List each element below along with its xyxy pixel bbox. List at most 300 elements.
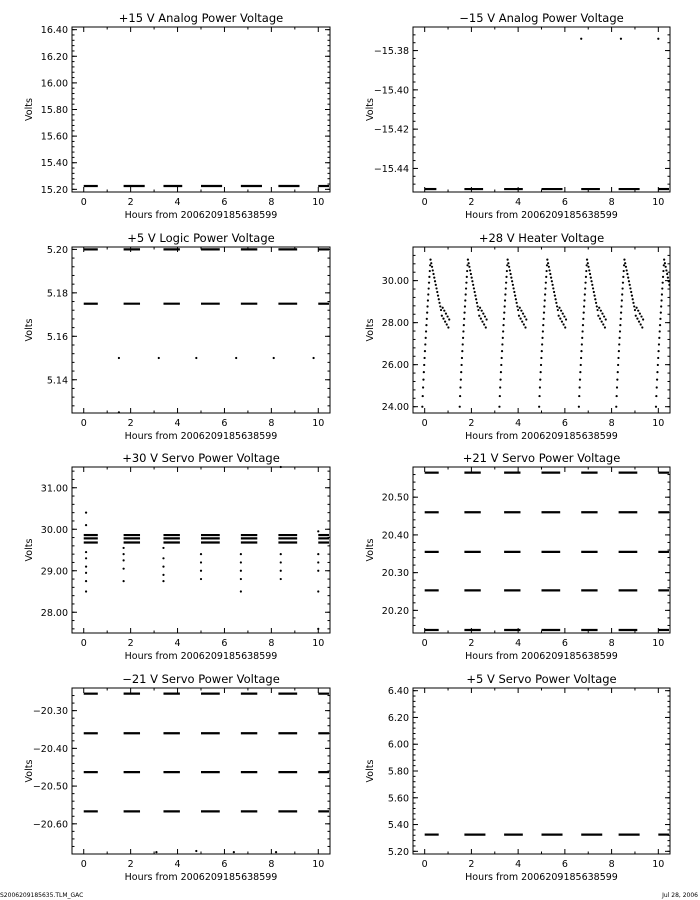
chart-4-data-point — [519, 307, 521, 309]
chart-2-series — [425, 38, 669, 189]
chart-4-data-point — [579, 379, 581, 381]
chart-4-data-point — [583, 299, 585, 301]
chart-8-xtick-label: 8 — [608, 859, 615, 870]
chart-7-title: −21 V Servo Power Voltage — [122, 672, 280, 686]
chart-4-xtick-label: 10 — [652, 418, 665, 429]
chart-4-data-point — [656, 379, 658, 381]
chart-7-data-point — [233, 851, 235, 853]
chart-5-xlabel: Hours from 2006209185638599 — [124, 651, 278, 662]
chart-4-data-point — [485, 326, 487, 328]
chart-4-data-point — [426, 312, 428, 314]
chart-4-data-point — [551, 284, 553, 286]
chart-4-data-point — [432, 269, 434, 271]
chart-4-data-point — [506, 270, 508, 272]
chart-5-data-point — [85, 566, 87, 568]
chart-4-data-point — [623, 270, 625, 272]
chart-4-data-point — [617, 364, 619, 366]
chart-5-data-point — [240, 570, 242, 572]
chart-4-data-point — [626, 273, 628, 275]
chart-3-data-point — [158, 357, 160, 359]
chart-4-ytick-label: 26.00 — [381, 360, 409, 372]
chart-4-data-point — [428, 276, 430, 278]
chart-6-xtick-label: 8 — [608, 638, 615, 649]
chart-4-data-point — [423, 357, 425, 359]
chart-2-data-point — [580, 38, 582, 40]
chart-4-data-point — [473, 287, 475, 289]
chart-4-data-point — [435, 287, 437, 289]
chart-4-data-point — [586, 264, 588, 266]
chart-8-ytick-label: 5.80 — [387, 766, 409, 778]
chart-6-ylabel: Volts — [365, 538, 376, 562]
chart-4-data-point — [601, 313, 603, 315]
chart-6-xtick-label: 6 — [561, 638, 568, 649]
chart-5-xtick-label: 10 — [312, 638, 325, 649]
chart-4-data-point — [582, 318, 584, 320]
chart-8-ytick-label: 5.20 — [387, 846, 409, 858]
chart-4-frame — [413, 247, 670, 413]
chart-4-data-point — [425, 337, 427, 339]
chart-4-data-point — [592, 287, 594, 289]
chart-4-data-point — [545, 270, 547, 272]
chart-8-xtick-label: 6 — [561, 859, 568, 870]
chart-4-data-point — [632, 302, 634, 304]
chart-4-data-point — [440, 309, 442, 311]
chart-4-data-point — [618, 350, 620, 352]
chart-4-data-point — [464, 299, 466, 301]
chart-4-data-point — [541, 343, 543, 345]
chart-4-data-point — [517, 309, 519, 311]
chart-5-data-point — [317, 590, 319, 592]
chart-4-data-point — [558, 307, 560, 309]
chart-4-ylabel: Volts — [365, 318, 376, 342]
chart-4-data-point — [524, 326, 526, 328]
chart-4-data-point — [578, 406, 580, 408]
chart-8-ylabel: Volts — [365, 759, 376, 783]
chart-1-ytick-label: 16.20 — [40, 51, 68, 63]
chart-4-data-point — [588, 269, 590, 271]
chart-5-data-point — [317, 553, 319, 555]
chart-2-xtick-label: 2 — [468, 197, 475, 208]
chart-4-data-point — [594, 298, 596, 300]
chart-4-data-point — [661, 293, 663, 295]
chart-4-data-point — [623, 264, 625, 266]
chart-4-data-point — [603, 315, 605, 317]
chart-4-data-point — [629, 284, 631, 286]
chart-4-data-point — [430, 262, 432, 264]
chart-5-data-point — [85, 590, 87, 592]
chart-4-data-point — [600, 310, 602, 312]
chart-4-data-point — [481, 310, 483, 312]
chart-2-ytick-label: −15.38 — [373, 46, 409, 58]
chart-2-ytick-label: −15.44 — [373, 163, 409, 175]
chart-4-data-point — [583, 305, 585, 307]
chart-4-data-point — [593, 291, 595, 293]
chart-4-data-point — [424, 350, 426, 352]
chart-4-data-point — [466, 264, 468, 266]
chart-4-data-point — [658, 343, 660, 345]
chart-4-data-point — [469, 269, 471, 271]
chart-3-ytick-label: 5.20 — [46, 244, 68, 256]
chart-4-data-point — [500, 364, 502, 366]
chart-4-data-point — [663, 259, 665, 261]
chart-4-data-point — [479, 307, 481, 309]
chart-4-data-point — [443, 310, 445, 312]
chart-4-data-point — [429, 270, 431, 272]
chart-4-data-point — [461, 357, 463, 359]
chart-2-xtick-label: 10 — [652, 197, 665, 208]
chart-4-data-point — [428, 282, 430, 284]
chart-4-data-point — [505, 287, 507, 289]
chart-4-data-point — [468, 262, 470, 264]
chart-7-data-point — [155, 851, 157, 853]
chart-4-data-point — [615, 406, 617, 408]
chart-4-data-point — [507, 259, 509, 261]
chart-5-data-point — [200, 570, 202, 572]
chart-4-data-point — [431, 266, 433, 268]
chart-4-data-point — [445, 313, 447, 315]
chart-4-data-point — [483, 323, 485, 325]
chart-4-data-point — [546, 264, 548, 266]
chart-4-data-point — [656, 386, 658, 388]
chart-4-data-point — [501, 350, 503, 352]
chart-4-data-point — [601, 320, 603, 322]
chart-5-data-point — [162, 574, 164, 576]
chart-4-data-point — [605, 318, 607, 320]
chart-4-data-point — [581, 337, 583, 339]
chart-4-data-point — [619, 324, 621, 326]
chart-4-data-point — [550, 277, 552, 279]
chart-4-data-point — [635, 307, 637, 309]
chart-5-data-point — [85, 572, 87, 574]
chart-3-xtick-label: 4 — [174, 418, 181, 429]
chart-8-xtick-label: 0 — [421, 859, 428, 870]
chart-1-xtick-label: 0 — [80, 197, 87, 208]
chart-3-data-point — [273, 357, 275, 359]
chart-4-data-point — [482, 313, 484, 315]
chart-4-data-point — [548, 269, 550, 271]
chart-4-data-point — [552, 287, 554, 289]
chart-4-data-point — [662, 276, 664, 278]
chart-4-data-point — [522, 313, 524, 315]
chart-4-data-point — [635, 315, 637, 317]
chart-4-data-point — [446, 315, 448, 317]
chart-4-data-point — [503, 318, 505, 320]
chart-2-title: −15 V Analog Power Voltage — [459, 11, 624, 25]
chart-7-xtick-label: 8 — [268, 859, 275, 870]
chart-1 — [24, 11, 330, 221]
chart-7-xtick-label: 10 — [312, 859, 325, 870]
chart-4-data-point — [439, 305, 441, 307]
chart-4-data-point — [632, 298, 634, 300]
chart-3-ytick-label: 5.16 — [46, 331, 68, 343]
chart-4-data-point — [620, 318, 622, 320]
chart-4-data-point — [579, 386, 581, 388]
chart-4-xlabel: Hours from 2006209185638599 — [465, 431, 618, 442]
chart-4-data-point — [504, 299, 506, 301]
chart-4-data-point — [630, 291, 632, 293]
chart-4-data-point — [589, 273, 591, 275]
chart-4-data-point — [441, 315, 443, 317]
chart-8-xtick-label: 10 — [652, 859, 665, 870]
chart-4-data-point — [519, 318, 521, 320]
chart-4-data-point — [540, 364, 542, 366]
chart-4-data-point — [442, 307, 444, 309]
chart-8-xlabel: Hours from 2006209185638599 — [465, 872, 618, 883]
chart-4-data-point — [512, 284, 514, 286]
chart-4-data-point — [521, 320, 523, 322]
chart-4-data-point — [599, 318, 601, 320]
chart-4-data-point — [429, 264, 431, 266]
chart-4-data-point — [422, 395, 424, 397]
chart-4-data-point — [466, 276, 468, 278]
chart-4-data-point — [559, 318, 561, 320]
chart-4-data-point — [485, 318, 487, 320]
chart-4-xtick-label: 8 — [608, 418, 615, 429]
chart-4-data-point — [463, 312, 465, 314]
chart-4-data-point — [461, 350, 463, 352]
chart-4-data-point — [422, 386, 424, 388]
chart-4-data-point — [584, 282, 586, 284]
chart-3 — [24, 231, 330, 442]
chart-5-data-point — [240, 590, 242, 592]
chart-4-data-point — [551, 280, 553, 282]
chart-5-data-point — [123, 553, 125, 555]
chart-4-data-point — [546, 259, 548, 261]
chart-4-data-point — [435, 284, 437, 286]
chart-4-data-point — [462, 337, 464, 339]
chart-4-data-point — [602, 323, 604, 325]
chart-4-data-point — [499, 379, 501, 381]
chart-4-data-point — [501, 357, 503, 359]
chart-4-data-point — [580, 350, 582, 352]
chart-5-data-point — [200, 578, 202, 580]
chart-5-xtick-label: 0 — [80, 638, 87, 649]
chart-3-xtick-label: 10 — [312, 418, 325, 429]
chart-4-data-point — [544, 293, 546, 295]
chart-4-data-point — [549, 273, 551, 275]
chart-7-xtick-label: 4 — [174, 859, 181, 870]
chart-4-data-point — [463, 318, 465, 320]
chart-4-data-point — [618, 343, 620, 345]
chart-4-data-point — [624, 262, 626, 264]
chart-5-data-point — [162, 566, 164, 568]
chart-2-xtick-label: 0 — [421, 197, 428, 208]
chart-8-ytick-label: 6.20 — [387, 712, 409, 724]
chart-5-data-point — [85, 557, 87, 559]
chart-5-data-point — [85, 580, 87, 582]
chart-4-data-point — [621, 299, 623, 301]
chart-6-ytick-label: 20.50 — [381, 492, 409, 504]
chart-4-data-point — [620, 305, 622, 307]
chart-4-data-point — [421, 406, 423, 408]
chart-4-data-point — [540, 371, 542, 373]
chart-4-data-point — [629, 287, 631, 289]
chart-4-data-point — [664, 262, 666, 264]
chart-1-frame — [72, 27, 330, 192]
chart-4-data-point — [580, 364, 582, 366]
chart-4-data-point — [424, 343, 426, 345]
chart-7-xtick-label: 0 — [80, 859, 87, 870]
chart-4-data-point — [462, 343, 464, 345]
chart-4-data-point — [438, 298, 440, 300]
chart-3-xtick-label: 2 — [127, 418, 134, 429]
chart-4-data-point — [661, 287, 663, 289]
chart-1-title: +15 V Analog Power Voltage — [118, 11, 284, 25]
chart-4-data-point — [510, 273, 512, 275]
chart-4-data-point — [541, 350, 543, 352]
chart-1-xtick-label: 4 — [174, 197, 181, 208]
chart-4-data-point — [471, 277, 473, 279]
chart-5-xtick-label: 2 — [127, 638, 134, 649]
chart-1-ytick-label: 16.00 — [40, 78, 68, 90]
chart-4-data-point — [560, 310, 562, 312]
chart-4-data-point — [541, 337, 543, 339]
chart-4-data-point — [639, 313, 641, 315]
chart-4-data-point — [597, 315, 599, 317]
chart-3-data-point — [195, 357, 197, 359]
chart-4-data-point — [587, 266, 589, 268]
chart-5-data-point — [162, 580, 164, 582]
chart-3-xtick-label: 0 — [80, 418, 87, 429]
chart-4-data-point — [423, 364, 425, 366]
chart-4-data-point — [498, 406, 500, 408]
chart-4-data-point — [467, 259, 469, 261]
chart-4-data-point — [598, 307, 600, 309]
chart-4-data-point — [423, 371, 425, 373]
chart-4-data-point — [558, 315, 560, 317]
chart-4-data-point — [480, 318, 482, 320]
chart-2-frame — [413, 27, 670, 192]
chart-4-data-point — [475, 298, 477, 300]
chart-4-data-point — [514, 295, 516, 297]
chart-4-data-point — [666, 273, 668, 275]
chart-4-data-point — [525, 318, 527, 320]
chart-4-data-point — [656, 371, 658, 373]
chart-4-data-point — [460, 371, 462, 373]
chart-4-data-point — [472, 284, 474, 286]
chart-4-data-point — [585, 270, 587, 272]
chart-6-xtick-label: 0 — [421, 638, 428, 649]
chart-4 — [365, 231, 671, 442]
chart-4-data-point — [462, 330, 464, 332]
chart-4-data-point — [553, 291, 555, 293]
chart-4-data-point — [545, 282, 547, 284]
chart-8-frame — [413, 688, 670, 854]
chart-4-data-point — [544, 287, 546, 289]
chart-4-data-point — [507, 262, 509, 264]
chart-4-data-point — [444, 320, 446, 322]
chart-4-data-point — [616, 395, 618, 397]
chart-4-data-point — [484, 315, 486, 317]
chart-4-data-point — [442, 318, 444, 320]
chart-4-data-point — [579, 371, 581, 373]
chart-5-data-point — [280, 578, 282, 580]
chart-4-data-point — [581, 330, 583, 332]
chart-4-data-point — [538, 406, 540, 408]
chart-2-xtick-label: 4 — [515, 197, 522, 208]
chart-4-data-point — [554, 295, 556, 297]
chart-4-data-point — [476, 302, 478, 304]
chart-5-data-point — [200, 561, 202, 563]
chart-4-data-point — [437, 295, 439, 297]
chart-4-data-point — [468, 266, 470, 268]
chart-4-data-point — [578, 395, 580, 397]
chart-4-data-point — [513, 291, 515, 293]
chart-4-data-point — [427, 293, 429, 295]
chart-4-data-point — [471, 280, 473, 282]
chart-4-data-point — [518, 315, 520, 317]
chart-5-data-point — [85, 512, 87, 514]
chart-4-data-point — [627, 277, 629, 279]
chart-5-data-point — [200, 553, 202, 555]
chart-4-ytick-label: 28.00 — [381, 318, 409, 330]
chart-4-data-point — [557, 309, 559, 311]
chart-4-data-point — [425, 324, 427, 326]
chart-4-data-point — [502, 324, 504, 326]
chart-4-data-point — [616, 379, 618, 381]
chart-2-ylabel: Volts — [365, 98, 376, 121]
chart-4-data-point — [506, 264, 508, 266]
chart-4-data-point — [429, 259, 431, 261]
chart-4-data-point — [562, 323, 564, 325]
chart-3-series — [84, 249, 329, 413]
chart-4-data-point — [460, 364, 462, 366]
chart-4-data-point — [638, 320, 640, 322]
chart-4-data-point — [459, 395, 461, 397]
chart-4-data-point — [642, 318, 644, 320]
chart-3-frame — [72, 247, 330, 413]
chart-5-data-point — [123, 568, 125, 570]
chart-4-data-point — [477, 305, 479, 307]
chart-8-xtick-label: 2 — [468, 859, 475, 870]
chart-5-xtick-label: 6 — [221, 638, 228, 649]
chart-4-data-point — [593, 295, 595, 297]
chart-4-data-point — [465, 293, 467, 295]
chart-6-title: +21 V Servo Power Voltage — [462, 451, 621, 465]
chart-4-data-point — [591, 284, 593, 286]
chart-7-ytick-label: −20.60 — [32, 819, 68, 831]
chart-5-data-point — [317, 561, 319, 563]
chart-4-data-point — [619, 337, 621, 339]
chart-4-data-point — [426, 318, 428, 320]
chart-4-data-point — [539, 379, 541, 381]
chart-4-data-point — [502, 330, 504, 332]
chart-4-data-point — [587, 262, 589, 264]
chart-5-data-point — [280, 553, 282, 555]
chart-4-data-point — [640, 315, 642, 317]
chart-6-xtick-label: 2 — [468, 638, 475, 649]
chart-4-data-point — [590, 280, 592, 282]
chart-4-data-point — [563, 315, 565, 317]
chart-1-ytick-label: 15.60 — [40, 131, 68, 143]
chart-4-data-point — [556, 305, 558, 307]
chart-4-data-point — [583, 312, 585, 314]
chart-7-series — [84, 694, 329, 854]
chart-7-ylabel: Volts — [24, 759, 35, 783]
chart-5-xtick-label: 8 — [268, 638, 275, 649]
footer-date: Jul 28, 2006 — [662, 892, 698, 899]
chart-5-data-point — [280, 570, 282, 572]
chart-4-data-point — [564, 326, 566, 328]
chart-4-data-point — [662, 282, 664, 284]
chart-4-data-point — [640, 323, 642, 325]
chart-4-data-point — [633, 305, 635, 307]
chart-4-data-point — [665, 269, 667, 271]
chart-6-series — [425, 473, 669, 630]
chart-4-data-point — [470, 273, 472, 275]
chart-4-data-point — [621, 293, 623, 295]
chart-4-data-point — [562, 313, 564, 315]
